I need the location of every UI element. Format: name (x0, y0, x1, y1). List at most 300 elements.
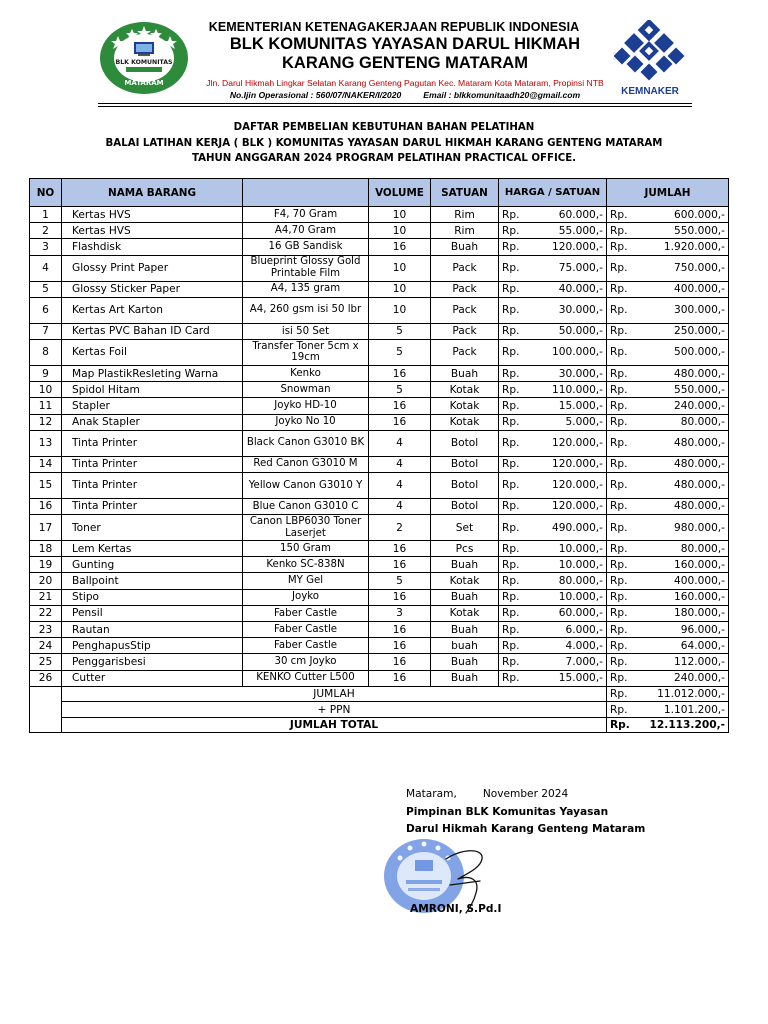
grand-total-value (607, 717, 729, 733)
row-no: 10 (30, 382, 62, 398)
row-no: 25 (30, 654, 62, 670)
letterhead-rule-thick (98, 103, 692, 104)
row-unit: Kotak (431, 398, 499, 414)
row-item-name: Flashdisk (62, 239, 243, 255)
row-total (607, 498, 729, 514)
row-price-amount: 120.000,- (552, 500, 603, 513)
row-volume: 5 (369, 339, 431, 365)
row-volume: 10 (369, 207, 431, 223)
table-row (30, 281, 729, 297)
table-row (30, 638, 729, 654)
row-spec: Kenko (243, 365, 369, 381)
row-total-amount: 550.000,- (674, 224, 725, 237)
row-unit: buah (431, 638, 499, 654)
row-total-amount: 64.000,- (680, 639, 725, 652)
row-total-currency: Rp. (610, 416, 628, 429)
signer-name: AMRONI, S.Pd.I (410, 903, 502, 915)
row-item-name: Spidol Hitam (62, 382, 243, 398)
table-row (30, 515, 729, 541)
row-spec: Joyko No 10 (243, 414, 369, 430)
table-row (30, 670, 729, 686)
table-row (30, 557, 729, 573)
row-price (499, 207, 607, 223)
row-price (499, 430, 607, 456)
row-price-amount: 60.000,- (558, 607, 603, 620)
header-no: NO (30, 179, 62, 207)
row-price (499, 323, 607, 339)
row-total-amount: 500.000,- (674, 346, 725, 359)
title-line-2: BALAI LATIHAN KERJA ( BLK ) KOMUNITAS YAYASAN DARUL HIKMAH KARANG GENTENG MATARAM (105, 137, 663, 149)
row-no: 9 (30, 365, 62, 381)
row-total-amount: 250.000,- (674, 325, 725, 338)
row-total (607, 573, 729, 589)
signer-role-line1: Pimpinan BLK Komunitas Yayasan (406, 805, 609, 818)
row-total (607, 654, 729, 670)
row-no: 12 (30, 414, 62, 430)
row-unit: Kotak (431, 605, 499, 621)
table-row (30, 365, 729, 381)
row-price-currency: Rp. (502, 607, 520, 620)
row-total-amount: 480.000,- (674, 367, 725, 380)
row-price-currency: Rp. (502, 367, 520, 380)
row-total-currency: Rp. (610, 325, 628, 338)
row-spec: 150 Gram (243, 541, 369, 557)
table-row (30, 472, 729, 498)
row-volume: 16 (369, 638, 431, 654)
row-total (607, 622, 729, 638)
subtotal-amount: 11.012.000,- (657, 688, 725, 700)
row-price-amount: 110.000,- (552, 383, 603, 396)
row-spec: Blueprint Glossy Gold Printable Film (243, 255, 369, 281)
row-volume: 16 (369, 589, 431, 605)
row-no: 14 (30, 456, 62, 472)
row-item-name: Tinta Printer (62, 498, 243, 514)
title-line-1: DAFTAR PEMBELIAN KEBUTUHAN BAHAN PELATIHAN (233, 122, 535, 133)
row-unit: Pack (431, 281, 499, 297)
row-total (607, 670, 729, 686)
permit-number: No.Ijin Operasional : 560/07/NAKER/I/2020 (229, 90, 402, 100)
row-total-currency: Rp. (610, 500, 628, 513)
row-no: 16 (30, 498, 62, 514)
row-price (499, 223, 607, 239)
row-spec: MY Gel (243, 573, 369, 589)
row-price-amount: 50.000,- (558, 325, 603, 338)
row-unit: Pack (431, 323, 499, 339)
letterhead-rule-thin (98, 106, 692, 107)
row-price-currency: Rp. (502, 304, 520, 317)
row-price-currency: Rp. (502, 458, 520, 471)
row-total-currency: Rp. (610, 346, 628, 359)
row-item-name: Kertas PVC Bahan ID Card (62, 323, 243, 339)
row-price-amount: 120.000,- (552, 240, 603, 253)
table-row (30, 223, 729, 239)
row-no: 15 (30, 472, 62, 498)
row-item-name: Tinta Printer (62, 456, 243, 472)
row-no: 2 (30, 223, 62, 239)
row-unit: Rim (431, 223, 499, 239)
row-total-currency: Rp. (610, 639, 628, 652)
row-item-name: Ballpoint (62, 573, 243, 589)
row-total (607, 515, 729, 541)
document-title (0, 120, 768, 167)
row-volume: 4 (369, 472, 431, 498)
row-total (607, 297, 729, 323)
table-row (30, 398, 729, 414)
row-spec: 30 cm Joyko (243, 654, 369, 670)
row-spec: Yellow Canon G3010 Y (243, 472, 369, 498)
row-total (607, 430, 729, 456)
row-price (499, 654, 607, 670)
header-price: HARGA / SATUAN (499, 179, 607, 207)
grand-total-rp: Rp. (610, 719, 630, 731)
row-total (607, 605, 729, 621)
row-item-name: Map PlastikResleting Warna (62, 365, 243, 381)
table-row (30, 430, 729, 456)
row-item-name: Penggarisbesi (62, 654, 243, 670)
row-spec: A4, 135 gram (243, 281, 369, 297)
table-row (30, 339, 729, 365)
row-spec: Transfer Toner 5cm x 19cm (243, 339, 369, 365)
row-price (499, 622, 607, 638)
tax-row (30, 702, 729, 718)
row-total-currency: Rp. (610, 655, 628, 668)
row-item-name: Kertas HVS (62, 223, 243, 239)
row-price-currency: Rp. (502, 558, 520, 571)
row-no: 7 (30, 323, 62, 339)
row-spec: isi 50 Set (243, 323, 369, 339)
row-volume: 10 (369, 297, 431, 323)
row-price-currency: Rp. (502, 325, 520, 338)
table-row (30, 456, 729, 472)
tax-value (607, 702, 729, 718)
row-spec: Joyko HD-10 (243, 398, 369, 414)
row-price-amount: 15.000,- (558, 399, 603, 412)
header-spec (243, 179, 369, 207)
row-total (607, 207, 729, 223)
signer-role-line2: Darul Hikmah Karang Genteng Mataram (406, 823, 646, 835)
row-unit: Buah (431, 239, 499, 255)
row-price (499, 605, 607, 621)
row-total-amount: 160.000,- (674, 591, 725, 604)
row-no: 1 (30, 207, 62, 223)
logo-top-text: BLK KOMUNITAS (115, 59, 173, 66)
tax-rp: Rp. (610, 703, 628, 716)
row-no: 3 (30, 239, 62, 255)
row-total-currency: Rp. (610, 458, 628, 471)
row-price (499, 557, 607, 573)
row-price (499, 398, 607, 414)
row-spec: Snowman (243, 382, 369, 398)
header-name: NAMA BARANG (62, 179, 243, 207)
row-price-amount: 6.000,- (565, 623, 603, 636)
row-price (499, 297, 607, 323)
row-total-currency: Rp. (610, 240, 628, 253)
row-total-amount: 96.000,- (680, 623, 725, 636)
row-total-currency: Rp. (610, 542, 628, 555)
table-row (30, 573, 729, 589)
row-total-currency: Rp. (610, 304, 628, 317)
row-price-currency: Rp. (502, 639, 520, 652)
row-no: 22 (30, 605, 62, 621)
org-address: Jln. Darul Hikmah Lingkar Selatan Karang Genteng Pagutan Kec. Mataram Kota Mataram, Propinsi NTB (206, 78, 604, 88)
row-total-currency: Rp. (610, 479, 628, 492)
row-price-currency: Rp. (502, 500, 520, 513)
org-name-line2: KARANG GENTENG MATARAM (282, 54, 528, 72)
row-no: 8 (30, 339, 62, 365)
row-unit: Buah (431, 557, 499, 573)
row-unit: Pack (431, 255, 499, 281)
kemnaker-wordmark: KEMNAKER (621, 86, 679, 97)
row-total-amount: 480.000,- (674, 500, 725, 513)
row-total-amount: 180.000,- (674, 607, 725, 620)
row-price-amount: 120.000,- (552, 479, 603, 492)
row-unit: Set (431, 515, 499, 541)
row-price (499, 255, 607, 281)
row-item-name: Tinta Printer (62, 472, 243, 498)
row-price-currency: Rp. (502, 623, 520, 636)
row-price (499, 638, 607, 654)
row-price (499, 472, 607, 498)
row-spec: Black Canon G3010 BK (243, 430, 369, 456)
permit-line (200, 90, 610, 101)
row-price-currency: Rp. (502, 672, 520, 685)
subtotal-rp: Rp. (610, 688, 628, 700)
row-item-name: Cutter (62, 670, 243, 686)
row-item-name: Rautan (62, 622, 243, 638)
row-price-amount: 60.000,- (558, 208, 603, 221)
row-price-currency: Rp. (502, 655, 520, 668)
row-total-amount: 112.000,- (674, 655, 725, 668)
subtotal-row (30, 686, 729, 702)
row-item-name: Gunting (62, 557, 243, 573)
table-row (30, 207, 729, 223)
row-spec: Kenko SC-838N (243, 557, 369, 573)
row-price-amount: 100.000,- (552, 346, 603, 359)
row-volume: 5 (369, 382, 431, 398)
row-price-amount: 120.000,- (552, 437, 603, 450)
row-item-name: Kertas Foil (62, 339, 243, 365)
row-item-name: Glossy Print Paper (62, 255, 243, 281)
row-price-currency: Rp. (502, 262, 520, 275)
row-total-currency: Rp. (610, 575, 628, 588)
row-unit: Buah (431, 670, 499, 686)
table-row (30, 323, 729, 339)
row-price-amount: 10.000,- (558, 558, 603, 571)
table-row (30, 414, 729, 430)
row-total (607, 541, 729, 557)
row-total (607, 239, 729, 255)
table-row (30, 239, 729, 255)
table-row (30, 605, 729, 621)
row-total-currency: Rp. (610, 208, 628, 221)
row-total (607, 323, 729, 339)
row-unit: Buah (431, 622, 499, 638)
row-total (607, 414, 729, 430)
row-item-name: Toner (62, 515, 243, 541)
row-spec: KENKO Cutter L500 (243, 670, 369, 686)
row-total-currency: Rp. (610, 607, 628, 620)
sign-city: Mataram, (406, 788, 457, 800)
row-total-currency: Rp. (610, 262, 628, 275)
row-volume: 16 (369, 398, 431, 414)
row-total-amount: 240.000,- (674, 672, 725, 685)
row-total-amount: 980.000,- (674, 521, 725, 534)
row-total (607, 382, 729, 398)
row-item-name: Stapler (62, 398, 243, 414)
place-date (406, 786, 645, 804)
row-spec: Canon LBP6030 Toner Laserjet (243, 515, 369, 541)
row-price-currency: Rp. (502, 416, 520, 429)
row-no: 18 (30, 541, 62, 557)
row-price-currency: Rp. (502, 346, 520, 359)
row-price (499, 589, 607, 605)
letterhead-text (200, 20, 610, 101)
row-total-amount: 600.000,- (674, 208, 725, 221)
row-price (499, 382, 607, 398)
header-total: JUMLAH (607, 179, 729, 207)
row-total (607, 223, 729, 239)
row-price-amount: 10.000,- (558, 542, 603, 555)
row-unit: Botol (431, 430, 499, 456)
row-unit: Buah (431, 365, 499, 381)
row-price-amount: 30.000,- (558, 304, 603, 317)
row-unit: Buah (431, 654, 499, 670)
grand-total-label: JUMLAH TOTAL (62, 717, 607, 733)
row-price-currency: Rp. (502, 479, 520, 492)
row-price-currency: Rp. (502, 399, 520, 412)
title-line-3: TAHUN ANGGARAN 2024 PROGRAM PELATIHAN PRACTICAL OFFICE. (191, 153, 577, 164)
signature-block (406, 786, 645, 839)
row-price-currency: Rp. (502, 383, 520, 396)
row-total (607, 456, 729, 472)
row-price (499, 281, 607, 297)
row-total-currency: Rp. (610, 383, 628, 396)
row-volume: 4 (369, 430, 431, 456)
row-item-name: Kertas Art Karton (62, 297, 243, 323)
row-total (607, 589, 729, 605)
row-volume: 16 (369, 414, 431, 430)
row-total-currency: Rp. (610, 437, 628, 450)
row-price (499, 456, 607, 472)
row-price-amount: 55.000,- (558, 224, 603, 237)
table-row (30, 622, 729, 638)
row-spec: Faber Castle (243, 638, 369, 654)
row-price-amount: 30.000,- (558, 367, 603, 380)
row-total-currency: Rp. (610, 591, 628, 604)
row-price-currency: Rp. (502, 591, 520, 604)
row-price (499, 498, 607, 514)
row-total-currency: Rp. (610, 224, 628, 237)
row-no: 20 (30, 573, 62, 589)
row-price-currency: Rp. (502, 224, 520, 237)
row-total-amount: 160.000,- (674, 558, 725, 571)
row-item-name: PenghapusStip (62, 638, 243, 654)
row-unit: Kotak (431, 573, 499, 589)
row-total-currency: Rp. (610, 558, 628, 571)
row-volume: 10 (369, 255, 431, 281)
row-spec: F4, 70 Gram (243, 207, 369, 223)
row-unit: Pcs (431, 541, 499, 557)
row-no: 19 (30, 557, 62, 573)
row-spec: Red Canon G3010 M (243, 456, 369, 472)
row-price-amount: 7.000,- (565, 655, 603, 668)
row-price-currency: Rp. (502, 575, 520, 588)
row-total (607, 281, 729, 297)
row-total (607, 365, 729, 381)
row-volume: 4 (369, 456, 431, 472)
row-total (607, 339, 729, 365)
row-total (607, 557, 729, 573)
row-volume: 5 (369, 323, 431, 339)
row-total-currency: Rp. (610, 283, 628, 296)
row-total-amount: 480.000,- (674, 437, 725, 450)
row-price-amount: 490.000,- (552, 521, 603, 534)
row-total-amount: 750.000,- (674, 262, 725, 275)
row-total-currency: Rp. (610, 521, 628, 534)
row-total (607, 472, 729, 498)
org-email: Email : blkkomunitaadh20@gmail.com (423, 90, 581, 100)
row-total (607, 255, 729, 281)
row-total-amount: 400.000,- (674, 575, 725, 588)
row-no: 6 (30, 297, 62, 323)
row-item-name: Lem Kertas (62, 541, 243, 557)
kemnaker-logo (610, 20, 690, 98)
row-price-amount: 75.000,- (558, 262, 603, 275)
tax-label: + PPN (62, 702, 607, 718)
row-unit: Pack (431, 339, 499, 365)
row-total-amount: 480.000,- (674, 458, 725, 471)
row-spec: A4,70 Gram (243, 223, 369, 239)
row-volume: 16 (369, 365, 431, 381)
row-item-name: Stipo (62, 589, 243, 605)
row-volume: 4 (369, 498, 431, 514)
row-volume: 3 (369, 605, 431, 621)
sign-date: November 2024 (482, 788, 569, 800)
row-price-amount: 40.000,- (558, 283, 603, 296)
blk-logo (98, 20, 190, 96)
row-volume: 16 (369, 670, 431, 686)
row-item-name: Anak Stapler (62, 414, 243, 430)
row-item-name: Kertas HVS (62, 207, 243, 223)
row-price (499, 365, 607, 381)
row-no: 26 (30, 670, 62, 686)
table-row (30, 382, 729, 398)
grand-total-row (30, 717, 729, 733)
row-spec: Faber Castle (243, 622, 369, 638)
row-spec: 16 GB Sandisk (243, 239, 369, 255)
table-row (30, 654, 729, 670)
row-total-amount: 300.000,- (674, 304, 725, 317)
row-unit: Botol (431, 472, 499, 498)
row-price-amount: 10.000,- (558, 591, 603, 604)
row-no: 13 (30, 430, 62, 456)
purchase-table (29, 178, 729, 733)
row-total-amount: 80.000,- (680, 416, 725, 429)
row-no: 5 (30, 281, 62, 297)
row-unit: Buah (431, 589, 499, 605)
row-price-currency: Rp. (502, 542, 520, 555)
row-volume: 2 (369, 515, 431, 541)
row-unit: Botol (431, 456, 499, 472)
org-name-line1: BLK KOMUNITAS YAYASAN DARUL HIKMAH (229, 35, 581, 53)
row-price-amount: 5.000,- (565, 416, 603, 429)
row-item-name: Tinta Printer (62, 430, 243, 456)
subtotal-value (607, 686, 729, 702)
row-total-currency: Rp. (610, 672, 628, 685)
row-volume: 5 (369, 573, 431, 589)
row-no: 23 (30, 622, 62, 638)
row-volume: 16 (369, 557, 431, 573)
